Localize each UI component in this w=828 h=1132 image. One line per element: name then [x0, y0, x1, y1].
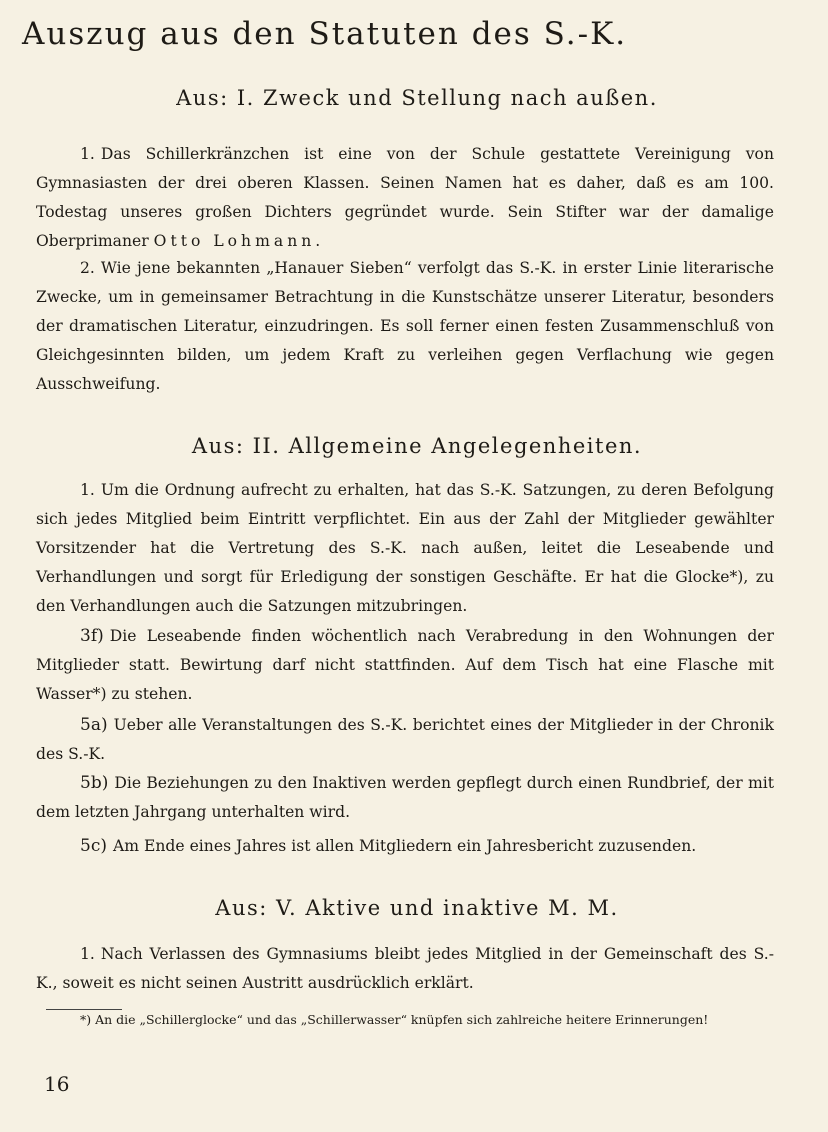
- paragraph-text: Wie jene bekannten „Hanauer Sieben“ verfolgt das S.-K. in erster Linie literarische Zwecke, um in gemeinsamer Betrachtung in die Kunstschätze unserer Literatur, besonders der dramatischen Literatur, einzudringen. Es soll ferner einen festen Zusammenschluß von Gleichgesinnten bilden, um jedem Kraft zu verleihen gegen Verflachung wie gegen Ausschweifung.: [36, 259, 774, 393]
- paragraph-2-3f: [36, 622, 774, 709]
- paragraph-2-5a: [36, 711, 774, 769]
- paragraph-2-5b: [36, 769, 774, 827]
- paragraph-number: 1.: [80, 945, 95, 963]
- paragraph-text: Das Schillerkränzchen ist eine von der Schule gestattete Vereinigung von Gymnasiasten der drei oberen Klassen. Seinen Namen hat es daher, daß es am 100. Todestag unseres großen Dichters gegründet wurde. Sein Stifter war der damalige Oberprimaner: [36, 145, 774, 250]
- paragraph-number: 5a): [80, 715, 108, 735]
- paragraph-number: 3f): [80, 626, 104, 646]
- paragraph-text: Um die Ordnung aufrecht zu erhalten, hat das S.-K. Satzungen, zu deren Befolgung sich jedes Mitglied beim Eintritt verpflichtet. Ein aus der Zahl der Mitglieder gewählter Vorsitzender hat die Vertretung des S.-K. nach außen, leitet die Leseabende und Verhandlungen und sorgt für Erledigung der sonstigen Geschäfte. Er hat die Glocke*), zu den Verhandlungen auch die Satzungen mitzubringen.: [36, 481, 774, 615]
- page-number: 16: [44, 1072, 70, 1096]
- section-heading-2: Aus: II. Allgemeine Angelegenheiten.: [191, 434, 643, 458]
- paragraph-text: Die Beziehungen zu den Inaktiven werden gepflegt durch einen Rundbrief, der mit dem letzten Jahrgang unterhalten wird.: [36, 774, 774, 821]
- paragraph-1-1: [36, 140, 774, 256]
- section-heading-3: Aus: V. Aktive und inaktive M. M.: [215, 896, 619, 920]
- paragraph-2-5c: [36, 832, 774, 861]
- paragraph-number: 2.: [80, 259, 95, 277]
- paragraph-number: 1.: [80, 481, 95, 499]
- footnote: *) An die „Schillerglocke“ und das „Schillerwasser“ knüpfen sich zahlreiche heitere Erinnerungen!: [80, 1012, 709, 1027]
- paragraph-text: Am Ende eines Jahres ist allen Mitgliedern ein Jahresbericht zuzusenden.: [112, 837, 697, 855]
- paragraph-text: Die Leseabende finden wöchentlich nach Verabredung in den Wohnungen der Mitglieder statt. Bewirtung darf nicht stattfinden. Auf dem Tisch hat eine Flasche mit Wasser*) zu stehen.: [36, 627, 774, 703]
- paragraph-number: 5b): [80, 773, 109, 793]
- paragraph-1-2: [36, 254, 774, 399]
- section-heading-1: Aus: I. Zweck und Stellung nach außen.: [176, 86, 658, 110]
- page-title: Auszug aus den Statuten des S.-K.: [22, 16, 628, 52]
- paragraph-2-1: [36, 476, 774, 621]
- paragraph-text: Ueber alle Veranstaltungen des S.-K. berichtet eines der Mitglieder in der Chronik des S.-K.: [36, 716, 774, 763]
- paragraph-number: 1.: [80, 145, 95, 163]
- footnote-divider: [46, 1009, 122, 1010]
- paragraph-5-1: [36, 940, 774, 998]
- paragraph-text: Nach Verlassen des Gymnasiums bleibt jedes Mitglied in der Gemeinschaft des S.-K., soweit es nicht seinen Austritt ausdrücklich erklärt.: [36, 945, 774, 992]
- founder-name: Otto Lohmann.: [153, 232, 325, 250]
- paragraph-number: 5c): [80, 836, 107, 856]
